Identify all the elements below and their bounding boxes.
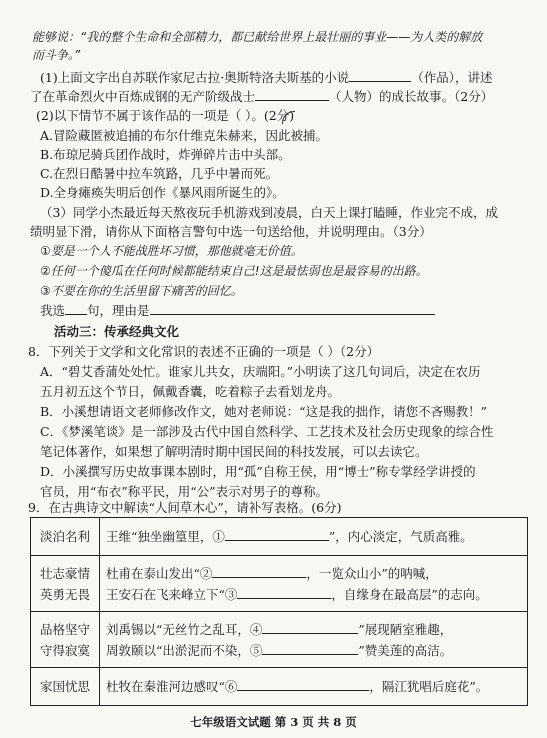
category-label: 壮志豪情 [39, 565, 90, 581]
activity-3-title: 活动三：传承经典文化 [54, 324, 180, 339]
motto-2: ②任何一个傻瓜在任何时候都能结束自己!这是最怯弱也是最容易的出路。 [40, 264, 428, 278]
answer-blank-2[interactable] [212, 566, 306, 578]
answer-blank-4[interactable] [262, 622, 358, 634]
category-cell [31, 518, 100, 556]
q8-stem: 8．下列关于文学和文化常识的表述不正确的一项是（ ）（2分） [28, 344, 380, 359]
content-cell [100, 518, 528, 556]
answer-blank-reason[interactable] [150, 303, 435, 315]
answer-choose-label: 我选 [40, 303, 66, 318]
q8-option-a-line1: A．“碧艾香蒲处处忙。谁家儿共女，庆端阳。”小明读了这几句词后，决定在农历 [40, 364, 481, 379]
q7-part3-line1: （3）同学小杰最近每天熬夜玩手机游戏到凌晨，白天上课打瞌睡，作业完不成，成 [40, 205, 498, 220]
q8-option-d-line1: D．小溪撰写历史故事课本剧时，用“孤”自称王侯，用“博士”称专掌经学讲授的 [40, 464, 476, 479]
table-row [31, 612, 528, 668]
answer-blank-1[interactable] [225, 529, 329, 541]
q8-option-c-line1: C．《梦溪笔谈》是一部涉及古代中国自然科学、工艺技术及社会历史现象的综合性 [40, 424, 494, 439]
q8-option-c-line2: 笔记体著作，如果想了解明清时期中国民间的科技发展，可以去读它。 [40, 444, 428, 459]
content-text: ，自缘身在最高层”的志向。 [331, 586, 488, 602]
q7-part1-text-c: 了在革命烈火中百炼成钢的无产阶级战士 [30, 89, 256, 104]
content-cell [100, 556, 528, 612]
category-cell [31, 668, 100, 706]
q9-table [30, 517, 528, 706]
q7-part1-text-a: (1)上面文字出自苏联作家尼古拉·奥斯特洛夫斯基的小说 [40, 70, 350, 85]
content-text: 杜甫在泰山发出“② [106, 565, 213, 581]
q7-option-c: C.在烈日酷暑中拉车筑路，几乎中暑而死。 [40, 166, 279, 181]
category-label: 英勇无畏 [39, 586, 90, 602]
answer-blank-character[interactable] [255, 89, 329, 101]
content-cell [100, 612, 528, 668]
answer-reason-label: 句，理由是 [87, 303, 150, 318]
table-row [31, 518, 528, 556]
q9-stem: 9．在古典诗文中解读“人间草木心”，请补写表格。(6分) [28, 500, 342, 515]
motto-3: ③不要在你的生活里留下痛苦的回忆。 [40, 284, 243, 298]
content-text: ”，内心淡定，气质高雅。 [328, 529, 473, 544]
q7-part1-line2 [30, 89, 493, 104]
q7-option-a: A.冒险藏匿被追捕的布尔什维克朱赫来，因此被捕。 [40, 128, 329, 143]
q8-option-a-line2: 五月初五这个节日，佩戴香囊，吃着粽子去看划龙舟。 [40, 384, 341, 399]
category-cell [31, 612, 100, 668]
content-text: ，一览众山小”的呐喊， [306, 565, 438, 581]
category-cell [31, 556, 100, 612]
answer-blank-5[interactable] [262, 643, 358, 655]
content-text: 周敦颐以“出淤泥而不染，⑤ [106, 642, 263, 658]
content-text: ”赞美莲的高洁。 [358, 642, 453, 658]
q7-option-b: B.布琼尼骑兵团作战时，炸弹碎片击中头部。 [40, 147, 291, 162]
q7-part2-stem: (2)以下情节不属于该作品的一项是（ ）。(2分) [36, 108, 295, 123]
content-cell [100, 668, 528, 706]
q7-part1-text-d: （人物）的成长故事。（2分） [329, 89, 494, 104]
table-row [31, 668, 528, 706]
category-label: 家国忧思 [39, 679, 90, 694]
content-text: 杜牧在秦淮河边感叹“⑥ [106, 679, 238, 694]
content-text: 刘禹锡以“无丝竹之乱耳，④ [106, 621, 263, 637]
answer-blank-3[interactable] [237, 587, 331, 599]
q7-part1-text-b: （作品），讲述 [411, 70, 493, 85]
quote-line-2: 而斗争。” [32, 48, 81, 62]
content-text: 王维“独坐幽篁里，① [106, 529, 225, 544]
category-label: 守得寂寞 [39, 642, 90, 658]
quote-line-1: 能够说：“我的整个生命和全部精力，都已献给世界上最壮丽的事业——为人类的解放 [32, 30, 483, 44]
answer-blank-choice[interactable] [65, 303, 87, 315]
category-label: 品格坚守 [39, 621, 90, 637]
motto-1: ①要是一个人不能战胜坏习惯，那他就毫无价值。 [40, 244, 303, 258]
answer-blank-work[interactable] [349, 70, 411, 82]
q7-option-d: D.全身瘫痪失明后创作《暴风雨所诞生的》。 [40, 185, 285, 200]
content-text: ，隔江犹唱后庭花”。 [369, 679, 489, 694]
q8-option-b: B．小溪想请语文老师修改作文，她对老师说：“这是我的拙作，请您不吝赐教！” [40, 404, 487, 419]
content-text: 王安石在飞来峰立下“③ [106, 586, 238, 602]
table-row [31, 556, 528, 612]
q7-answer-line [40, 303, 435, 318]
content-text: ”展现陋室雅趣， [358, 621, 453, 637]
q8-option-d-line2: 官员，用“布衣”称平民，用“公”表示对男子的尊称。 [40, 484, 329, 499]
category-label: 淡泊名利 [39, 529, 90, 544]
q7-part1-line1 [40, 70, 492, 85]
page-footer: 七年级语文试题 第 3 页 共 8 页 [190, 715, 357, 729]
answer-blank-6[interactable] [237, 679, 369, 691]
q7-part3-line2: 绩明显下滑，请你从下面格言警句中选一句送给他，并说明理由。（3分） [30, 224, 432, 239]
